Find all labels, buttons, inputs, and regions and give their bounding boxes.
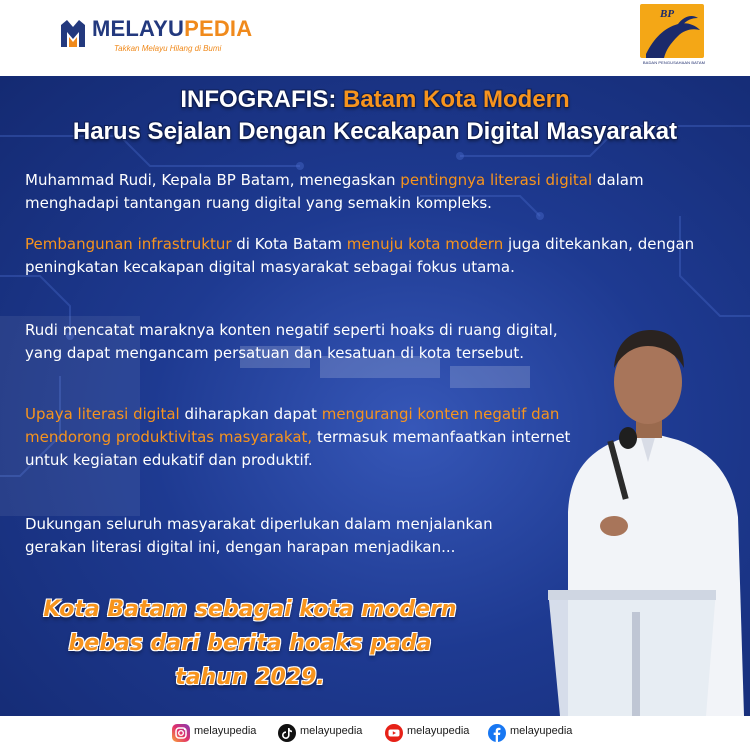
tiktok-handle: melayupedia bbox=[300, 725, 363, 737]
facebook-icon bbox=[488, 724, 506, 742]
p4-highlight-2: mengurangi konten negatif dan mendorong produktivitas masyarakat, bbox=[25, 405, 560, 446]
p1-text-a: Muhammad Rudi, Kepala BP Batam, menegaskan bbox=[25, 171, 401, 189]
youtube-icon bbox=[385, 724, 403, 742]
speaker-photo bbox=[548, 312, 750, 716]
footer bbox=[0, 716, 750, 750]
p4-highlight-1: Upaya literasi digital bbox=[25, 405, 180, 423]
paragraph-5 bbox=[25, 513, 505, 559]
melayupedia-logo[interactable] bbox=[58, 14, 253, 64]
p3-text: Rudi mencatat maraknya konten negatif seperti hoaks di ruang digital, yang dapat mengancam persatuan dan kesatuan di kota tersebut. bbox=[25, 321, 558, 362]
closing-line-1: Kota Batam sebagai kota modern bbox=[43, 597, 457, 622]
paragraph-1 bbox=[25, 169, 725, 215]
title-line-1 bbox=[0, 86, 750, 114]
facebook-handle: melayupedia bbox=[510, 725, 573, 737]
closing-line-3: tahun 2029. bbox=[175, 665, 325, 690]
infographic-panel bbox=[0, 76, 750, 716]
p5-text: Dukungan seluruh masyarakat diperlukan dalam menjalankan gerakan literasi digital ini, dengan harapan menjadikan... bbox=[25, 515, 493, 556]
instagram-handle: melayupedia bbox=[194, 725, 257, 737]
p1-text-c: dalam menghadapi tantangan ruang digital yang semakin kompleks. bbox=[25, 171, 644, 212]
youtube-handle: melayupedia bbox=[407, 725, 470, 737]
bp-logo-text: BP bbox=[660, 8, 675, 20]
tiktok-icon bbox=[278, 724, 296, 742]
brand-tagline: Takkan Melayu Hilang di Bumi bbox=[114, 44, 222, 53]
brand-name-melayu: MELAYU bbox=[92, 16, 185, 41]
bp-logo-caption: BADAN PENGUSAHAAN BATAM bbox=[642, 60, 706, 65]
title-line-2: Harus Sejalan Dengan Kecakapan Digital Masyarakat bbox=[72, 118, 678, 145]
paragraph-3 bbox=[25, 319, 585, 365]
p2-highlight-2: menuju kota modern bbox=[346, 235, 504, 253]
p1-highlight: pentingnya literasi digital bbox=[400, 171, 593, 189]
melayupedia-mark-icon bbox=[58, 17, 88, 49]
paragraph-4 bbox=[25, 403, 585, 472]
closing-line-2: bebas dari berita hoaks pada bbox=[68, 631, 432, 656]
bp-batam-logo bbox=[640, 4, 708, 68]
p4-text-d: termasuk memanfaatkan internet untuk kegiatan edukatif dan produktif. bbox=[25, 428, 571, 469]
p2-text-d: juga ditekankan, dengan peningkatan kecakapan digital masyarakat sebagai fokus utama. bbox=[25, 235, 695, 276]
p2-text-b: di Kota Batam bbox=[231, 235, 347, 253]
title-prefix: INFOGRAFIS: bbox=[180, 86, 343, 113]
title-highlight: Batam Kota Modern bbox=[342, 86, 570, 113]
header bbox=[0, 0, 750, 76]
p2-highlight-1: Pembangunan infrastruktur bbox=[25, 235, 232, 253]
p4-text-b: diharapkan dapat bbox=[179, 405, 322, 423]
brand-name bbox=[92, 16, 252, 42]
bp-logo-box bbox=[640, 4, 704, 58]
brand-name-pedia: PEDIA bbox=[184, 16, 253, 41]
instagram-icon bbox=[172, 724, 190, 742]
paragraph-2 bbox=[25, 233, 725, 279]
